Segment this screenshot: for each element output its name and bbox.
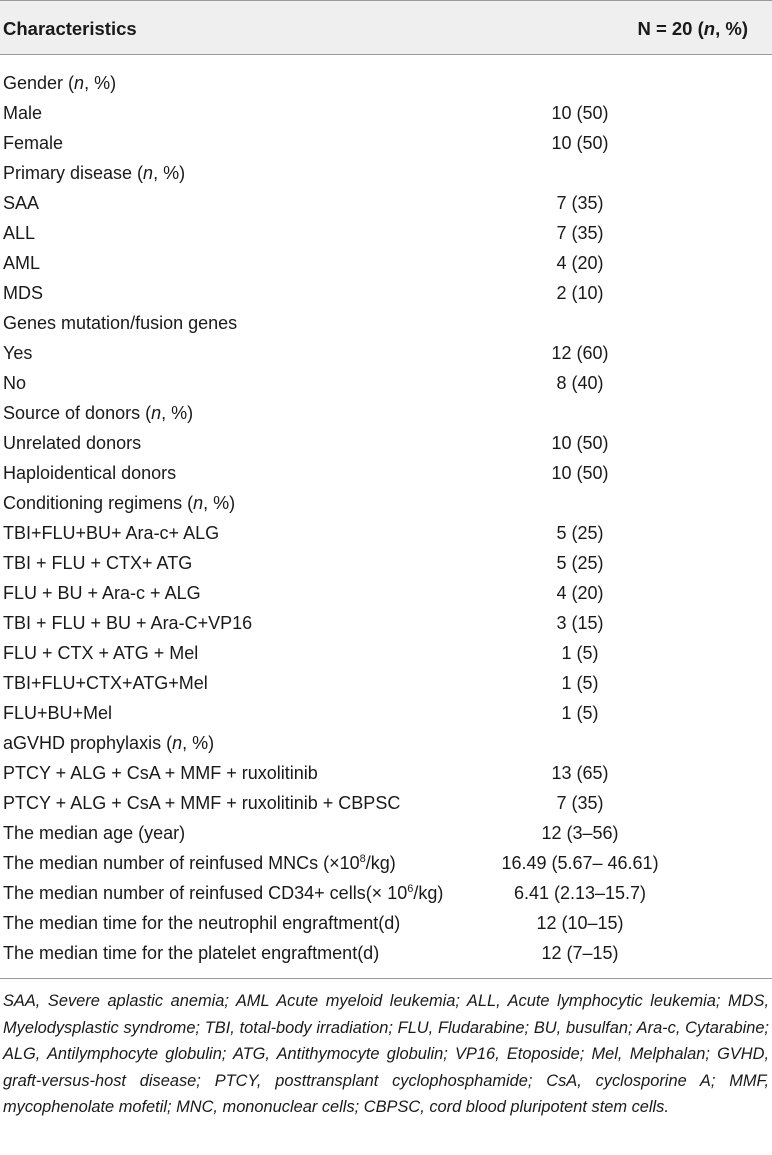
row-label: PTCY + ALG + CsA + MMF + ruxolitinib + CBPSC <box>3 793 401 813</box>
table-bottom-rule <box>0 978 772 979</box>
table-row <box>0 848 772 878</box>
row-value: 7 (35) <box>556 223 604 243</box>
table-row <box>0 908 772 938</box>
row-value: 7 (35) <box>556 193 604 213</box>
table-row <box>0 128 772 158</box>
table-row <box>0 788 772 818</box>
row-value: 4 (20) <box>556 253 604 273</box>
row-value: 7 (35) <box>556 793 604 813</box>
table-row <box>0 728 772 758</box>
row-value: 12 (7–15) <box>541 943 619 963</box>
row-value: 5 (25) <box>556 523 604 543</box>
row-value: 10 (50) <box>551 133 609 153</box>
row-label: Conditioning regimens (n, %) <box>3 493 236 513</box>
row-label: PTCY + ALG + CsA + MMF + ruxolitinib <box>3 763 318 783</box>
row-label: The median time for the neutrophil engraftment(d) <box>3 913 401 933</box>
row-label: TBI+FLU+CTX+ATG+Mel <box>3 673 208 693</box>
table-row <box>0 68 772 98</box>
row-label: aGVHD prophylaxis (n, %) <box>3 733 215 753</box>
table-row <box>0 578 772 608</box>
row-value: 10 (50) <box>551 103 609 123</box>
row-value: 10 (50) <box>551 463 609 483</box>
row-value: 6.41 (2.13–15.7) <box>513 883 647 903</box>
row-value: 5 (25) <box>556 553 604 573</box>
row-value: 8 (40) <box>556 373 604 393</box>
table-header <box>0 0 772 55</box>
row-label: Male <box>3 103 43 123</box>
table-row <box>0 158 772 188</box>
row-label: The median number of reinfused MNCs $(\times 10^8/kg)$ <box>3 853 396 873</box>
row-value: 13 (65) <box>551 763 609 783</box>
row-value: 4 (20) <box>556 583 604 603</box>
table-row <box>0 758 772 788</box>
row-label: TBI + FLU + BU + Ara-C+VP16 <box>3 613 253 633</box>
table-row <box>0 398 772 428</box>
row-label: SAA <box>3 193 40 213</box>
table-row <box>0 98 772 128</box>
row-value: 10 (50) <box>551 433 609 453</box>
table-row <box>0 608 772 638</box>
table-row <box>0 938 772 968</box>
row-label: Genes mutation/fusion genes <box>3 313 238 333</box>
row-label: Female <box>3 133 64 153</box>
table-row <box>0 488 772 518</box>
table-row <box>0 518 772 548</box>
table-row <box>0 278 772 308</box>
table-row <box>0 308 772 338</box>
row-value: 3 (15) <box>556 613 604 633</box>
table-row <box>0 428 772 458</box>
row-label: Unrelated donors <box>3 433 142 453</box>
table-row <box>0 368 772 398</box>
row-value: 12 (60) <box>551 343 609 363</box>
table-row <box>0 188 772 218</box>
row-label: Gender (n, %) <box>3 73 117 93</box>
table-footnote: SAA, Severe aplastic anemia; AML Acute myeloid leukemia; ALL, Acute lymphocytic leukemia; MDS, Myelodysplastic syndrome; TBI, total-body irradiation; FLU, Fludarabine; BU, busulfan; Ara-c, Cytarabine; ALG, Antilymphocyte globulin; ATG, Antithymocyte globulin; VP16, Etoposide; Mel, Melphalan; GVHD, graft-versus-host disease; PTCY, posttransplant cyclophosphamide; CsA, cyclosporine A; MMF, mycophenolate mofetil; MNC, mononuclear cells; CBPSC, cord blood pluripotent stem cells. <box>3 992 769 1117</box>
table-row <box>0 638 772 668</box>
table-row <box>0 338 772 368</box>
table-row <box>0 548 772 578</box>
row-label: FLU + BU + Ara-c + ALG <box>3 583 201 603</box>
header-n-count: N = 20 (n, %) <box>637 18 748 39</box>
row-label: Source of donors (n, %) <box>3 403 194 423</box>
table-row <box>0 698 772 728</box>
table-row <box>0 668 772 698</box>
row-label: The median time for the platelet engraftment(d) <box>3 943 380 963</box>
row-label: Primary disease (n, %) <box>3 163 186 183</box>
header-characteristics: Characteristics <box>3 18 137 39</box>
row-label: FLU + CTX + ATG + Mel <box>3 643 199 663</box>
row-label: No <box>3 373 27 393</box>
table-body <box>0 68 772 968</box>
row-value: 1 (5) <box>561 703 599 723</box>
row-value: 12 (3–56) <box>541 823 619 843</box>
row-value: 1 (5) <box>561 673 599 693</box>
row-label: The median number of reinfused CD34+ cells(× $10^6/kg$) <box>3 883 444 903</box>
row-value: 12 (10–15) <box>536 913 624 933</box>
row-label: Yes <box>3 343 33 363</box>
table-row <box>0 458 772 488</box>
table-row <box>0 218 772 248</box>
row-value: 16.49 (5.67– 46.61) <box>501 853 659 873</box>
table-row <box>0 248 772 278</box>
row-label: ALL <box>3 223 36 243</box>
row-label: Haploidentical donors <box>3 463 177 483</box>
row-label: MDS <box>3 283 43 303</box>
table-row <box>0 818 772 848</box>
row-value: 1 (5) <box>561 643 599 663</box>
row-value: 2 (10) <box>556 283 604 303</box>
row-label: AML <box>3 253 41 273</box>
row-label: TBI+FLU+BU+ Ara-c+ ALG <box>3 523 220 543</box>
table-row <box>0 878 772 908</box>
row-label: TBI + FLU + CTX+ ATG <box>3 553 193 573</box>
row-label: The median age (year) <box>3 823 186 843</box>
row-label: FLU+BU+Mel <box>3 703 113 723</box>
